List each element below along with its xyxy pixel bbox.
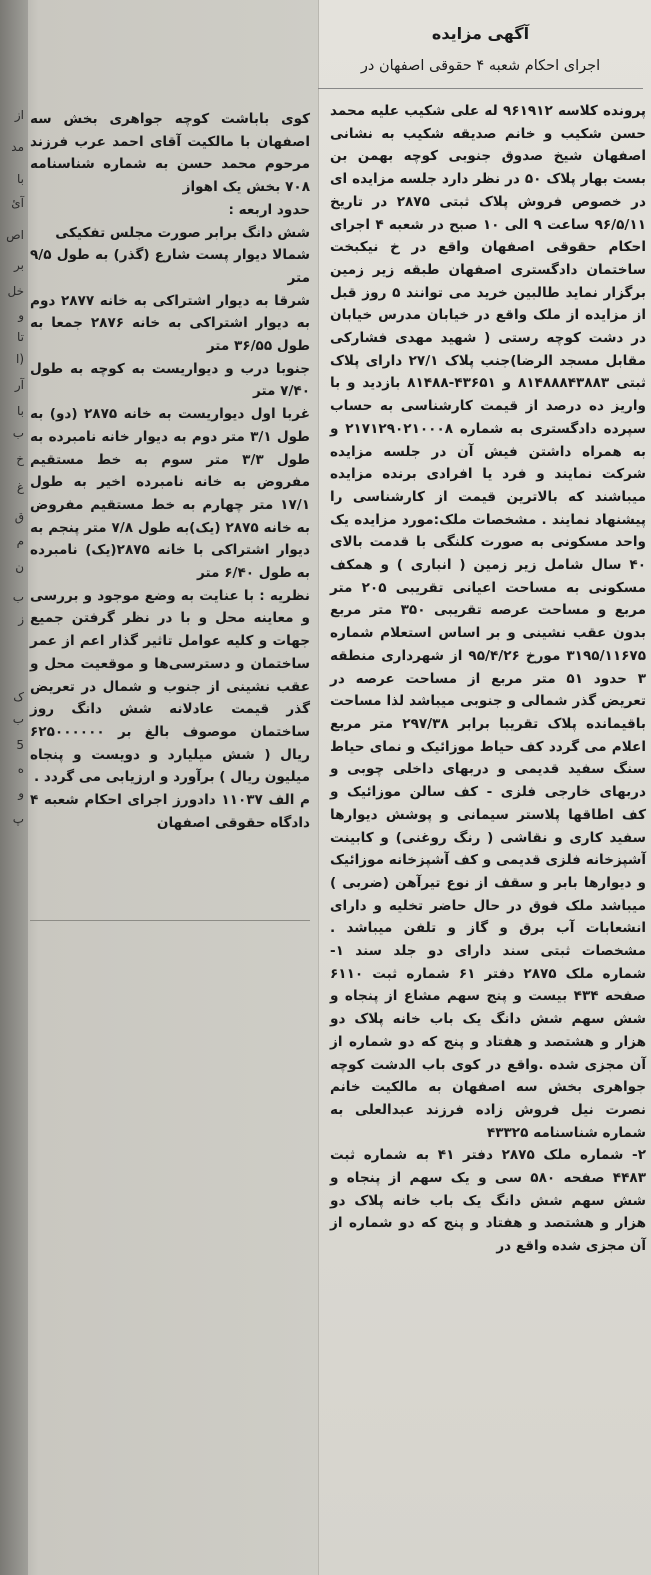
end-divider (30, 920, 310, 921)
edge-fragment: پ (12, 812, 24, 826)
paragraph: حدود اربعه : (228, 201, 310, 218)
edge-fragment: ب (12, 426, 24, 440)
edge-fragment: خ (16, 452, 24, 466)
edge-fragment: خل (7, 284, 24, 298)
edge-fragment: ه (17, 762, 24, 776)
notice-header (318, 8, 643, 89)
paragraph: پرونده کلاسه ۹۶۱۹۱۲ له علی شکیب علیه محمد حسن شکیب و خانم صدیقه شکیب به نشانی اصفهان شیخ صدوق جنوبی کوچه بهمن بن بست بهار پلاک ۵۰ در نظر دارد جلسه مزایده ای در خصوص فروش پلاک ثبتی ۲۸۷۵ در تاریخ ۹۶/۵/۱۱ ساعت ۹ الی ۱۰ صبح در شعبه ۴ اجرای احکام حقوقی اصفهان واقع در خ نیکبخت ساختمان دادگستری اصفهان طبقه زیر زمین برگزار نماید طالبین خرید می توانند ۵ روز قبل از مزایده از ملک واقع در خیابان مدرس خیابان در دشت کوچه رستی ( شهید مهدی فشارکی مقابل مسجد الرضا)جنب پلاک ۲۷/۱ دارای پلاک ثبتی ۸۱۴۸۸۸۴۳۸۸۳ و ۴۳۶۵۱-۸۱۴۸۸ بازدید و با واریز ده درصد از قیمت کارشناسی به حساب سپرده دادگستری به شماره ۲۱۷۱۲۹۰۲۱۰۰۰۸ و به همراه داشتن فیش آن در جلسه مزایده شرکت نمایند و فرد یا افرادی برنده مزایده میباشند که بالاترین قیمت از کارشناسی را پیشنهاد نمایند . مشخصات ملک:مورد مزایده یک واحد مسکونی به صورت کلنگی با قدمت بالای ۴۰ سال شامل زیر زمین ( انباری ) و همکف مسکونی به مساحت اعیانی تقریبی ۲۰۵ متر مربع و مساحت عرصه تقریبی ۳۵۰ متر مربع بدون عقب نشینی و بر اساس استعلام شماره ۳۱۹۵/۱۱۶۷۵ مورخ ۹۵/۴/۲۶ از شهرداری منطقه ۳ حدود ۵۱ متر مربع از مساحت عرصه در تعریض گذر شمالی و جنوبی میباشد لذا مساحت باقیمانده پلاک تقریبا برابر ۲۹۷/۳۸ متر مربع اعلام می گردد کف حیاط موزائیک و نمای حیاط سنگ سفید قدیمی و دربهای داخلی چوبی و دربهای خارجی فلزی - کف سالن موزائیک و کف اطاقها پلاستر سیمانی و پوشش دیوارها سفید کاری و نقاشی ( رنگ روغنی) و کابینت آشپزخانه فلزی قدیمی و کف آشپزخانه موزائیک و دیوارها بابر و سقف از نوع تیرآهن (ضربی ) میباشد ملک فوق در حال حاضر تخلیه و دارای انشعابات آب برق و گاز و تلفن میباشد . مشخصات ثبتی سند دارای دو جلد سند ۱- شماره ملک ۲۸۷۵ دفتر ۶۱ شماره ثبت ۶۱۱۰ صفحه ۴۳۴ بیست و پنج سهم مشاع از پنجاه و شش سهم شش دانگ یک باب خانه پلاک دو هزار و هشتصد و هفتاد و پنج که دو شماره از آن مجزی شده .واقع در کوی باب الدشت کوچه جواهری بخش سه اصفهان به مالکیت خانم نصرت نیل فروش زاده فرزند عبدالعلی به شماره شناسنامه ۴۳۳۲۵ (330, 103, 647, 1141)
right-column-text (330, 100, 646, 1258)
edge-fragment: ز (18, 612, 24, 626)
edge-fragment: و (18, 786, 24, 800)
edge-fragment: ک (13, 690, 24, 704)
notice-title: آگهی مزایده (431, 24, 530, 43)
edge-fragment: ن (15, 560, 24, 574)
edge-fragment: آئ (11, 196, 24, 210)
edge-fragment: و (18, 308, 24, 322)
edge-fragment: با (17, 172, 24, 186)
paragraph: کوی باباشت کوچه جواهری بخش سه اصفهان با مالکیت آقای احمد عرب فرزند مرحوم محمد حسن به شماره شناسنامه ۷۰۸ بخش یک اهواز (30, 111, 310, 196)
edge-fragment: تا (17, 330, 24, 344)
paragraph: غربا اول دیواریست به خانه ۲۸۷۵ (دو) به طول ۳/۱ متر دوم به دیوار خانه نامبرده به طول ۳/۳ متر سوم به خط مستقیم مفروض به خانه نامبرده اخیر به طول ۱۷/۱ متر چهارم به خط مستقیم مفروض به خانه ۲۸۷۵ (یک)به طول ۷/۸ متر پنجم به دیوار اشتراکی با خانه ۲۸۷۵(یک) نامبرده به طول ۶/۴۰ متر (30, 406, 311, 582)
paragraph: شرقا به دیوار اشتراکی به خانه ۲۸۷۷ دوم به دیوار اشتراکی به خانه ۲۸۷۶ جمعا به طول ۳۶/۵۵ متر (30, 292, 310, 355)
paragraph: جنوبا درب و دیواریست به کوچه به طول ۷/۴۰ متر (30, 360, 310, 400)
edge-fragment: با (17, 404, 24, 418)
left-column-text (30, 108, 310, 835)
paragraph: شش دانگ برابر صورت مجلس تفکیکی (55, 224, 310, 241)
edge-fragment: مد (11, 140, 24, 154)
edge-fragment: اص (6, 228, 24, 242)
edge-fragment: از (14, 108, 24, 122)
paragraph: م الف ۱۱۰۳۷ دادورز اجرای احکام شعبه ۴ دادگاه حقوقی اصفهان (30, 792, 310, 831)
edge-fragment: ب (12, 590, 24, 604)
edge-fragment: غ (16, 480, 24, 494)
edge-fragment: 5 (16, 738, 24, 752)
edge-fragment: بر (14, 258, 24, 272)
paragraph: نظریه : با عنایت به وضع موجود و بررسی و معاینه محل و با در نظر گرفتن جمیع جهات و کلیه عوامل تاثیر گذار اعم از عمر ساختمان و دسترسی‌ها و موقعیت محل و عقب نشینی از جنوب و شمال در تعریض گذر قیمت عادلانه شش دانگ روز ساختمان موصوف بالغ بر ۶۲۵۰۰۰۰۰۰ ریال ( شش میلیارد و دویست و پنجاه میلیون ریال ) برآورد و ارزیابی می گردد . (30, 587, 310, 786)
edge-fragment: ب (12, 712, 24, 726)
paragraph: شمالا دیوار پست شارع (گذر) به طول ۹/۵ متر (30, 247, 310, 286)
edge-fragment: م (16, 534, 24, 548)
paragraph: ۲- شماره ملک ۲۸۷۵ دفتر ۴۱ به شماره ثبت ۴۴۸۳ صفحه ۵۸۰ سی و یک سهم از پنجاه و شش سهم شش دانگ یک باب خانه پلاک دو هزار و هشتصد و هفتاد و پنج که دو شماره از آن مجزی شده واقع در (330, 1147, 646, 1255)
edge-fragment: (ا (15, 352, 24, 366)
edge-fragment: آر (14, 378, 24, 392)
edge-fragment: ق (14, 510, 24, 524)
notice-subtitle: اجرای احکام شعبه ۴ حقوقی اصفهان در (360, 58, 601, 74)
